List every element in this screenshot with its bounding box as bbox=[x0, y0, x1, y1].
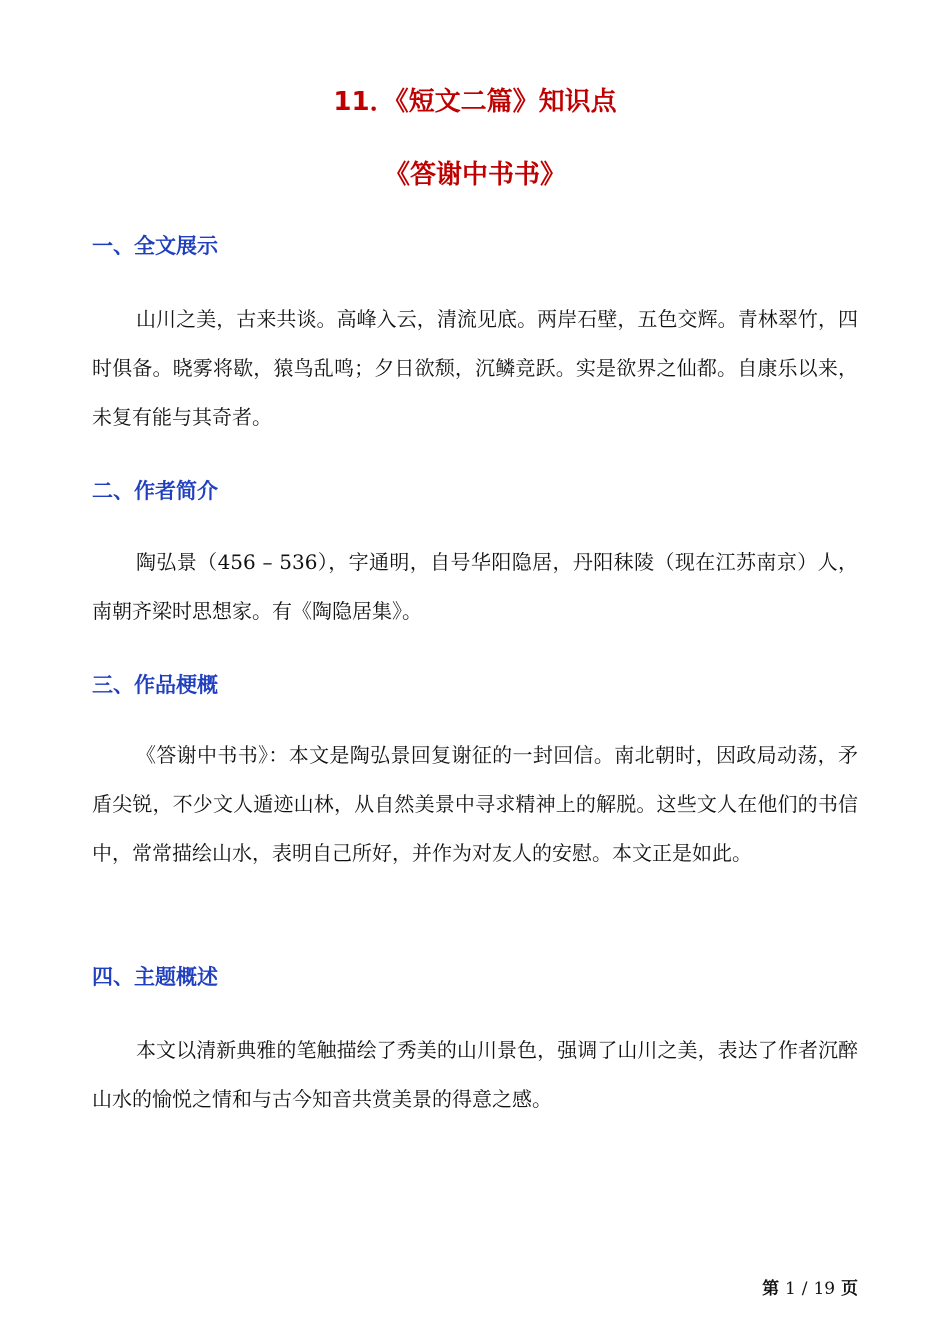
document-title: 11．《短文二篇》知识点 bbox=[333, 87, 617, 117]
section-body-full-text: 山川之美，古来共谈。高峰入云，清流见底。两岸石壁，五色交辉。青林翠竹，四时俱备。晓雾将歇，猿鸟乱鸣；夕日欲颓，沉鳞竞跃。实是欲界之仙都。自康乐以来，未复有能与其奇者。 bbox=[92, 307, 858, 429]
section-heading-summary: 三、作品梗概 bbox=[92, 673, 218, 697]
section-body-author: 陶弘景（456 – 536），字通明，自号华阳隐居，丹阳秣陵（现在江苏南京）人，南朝齐梁时思想家。有《陶隐居集》。 bbox=[92, 550, 858, 623]
current-page-number: 1 bbox=[785, 1279, 796, 1299]
page-label-prefix: 第 bbox=[762, 1279, 780, 1299]
section-heading-author: 二、作者简介 bbox=[92, 479, 218, 503]
page-label-suffix: 页 bbox=[841, 1279, 858, 1299]
page-number-footer bbox=[762, 1276, 858, 1302]
section-heading-full-text: 一、全文展示 bbox=[92, 234, 218, 258]
page-separator: / bbox=[801, 1279, 808, 1299]
section-body-summary: 《答谢中书书》：本文是陶弘景回复谢征的一封回信。南北朝时，因政局动荡，矛盾尖锐，不少文人遁迹山林，从自然美景中寻求精神上的解脱。这些文人在他们的书信中，常常描绘山水，表明自己所好，并作为对友人的安慰。本文正是如此。 bbox=[92, 743, 858, 865]
section-heading-theme: 四、主题概述 bbox=[92, 965, 218, 989]
document-subtitle: 《答谢中书书》 bbox=[383, 160, 566, 190]
total-pages: 19 bbox=[813, 1279, 836, 1299]
section-body-theme: 本文以清新典雅的笔触描绘了秀美的山川景色，强调了山川之美，表达了作者沉醉山水的愉悦之情和与古今知音共赏美景的得意之感。 bbox=[92, 1038, 858, 1111]
